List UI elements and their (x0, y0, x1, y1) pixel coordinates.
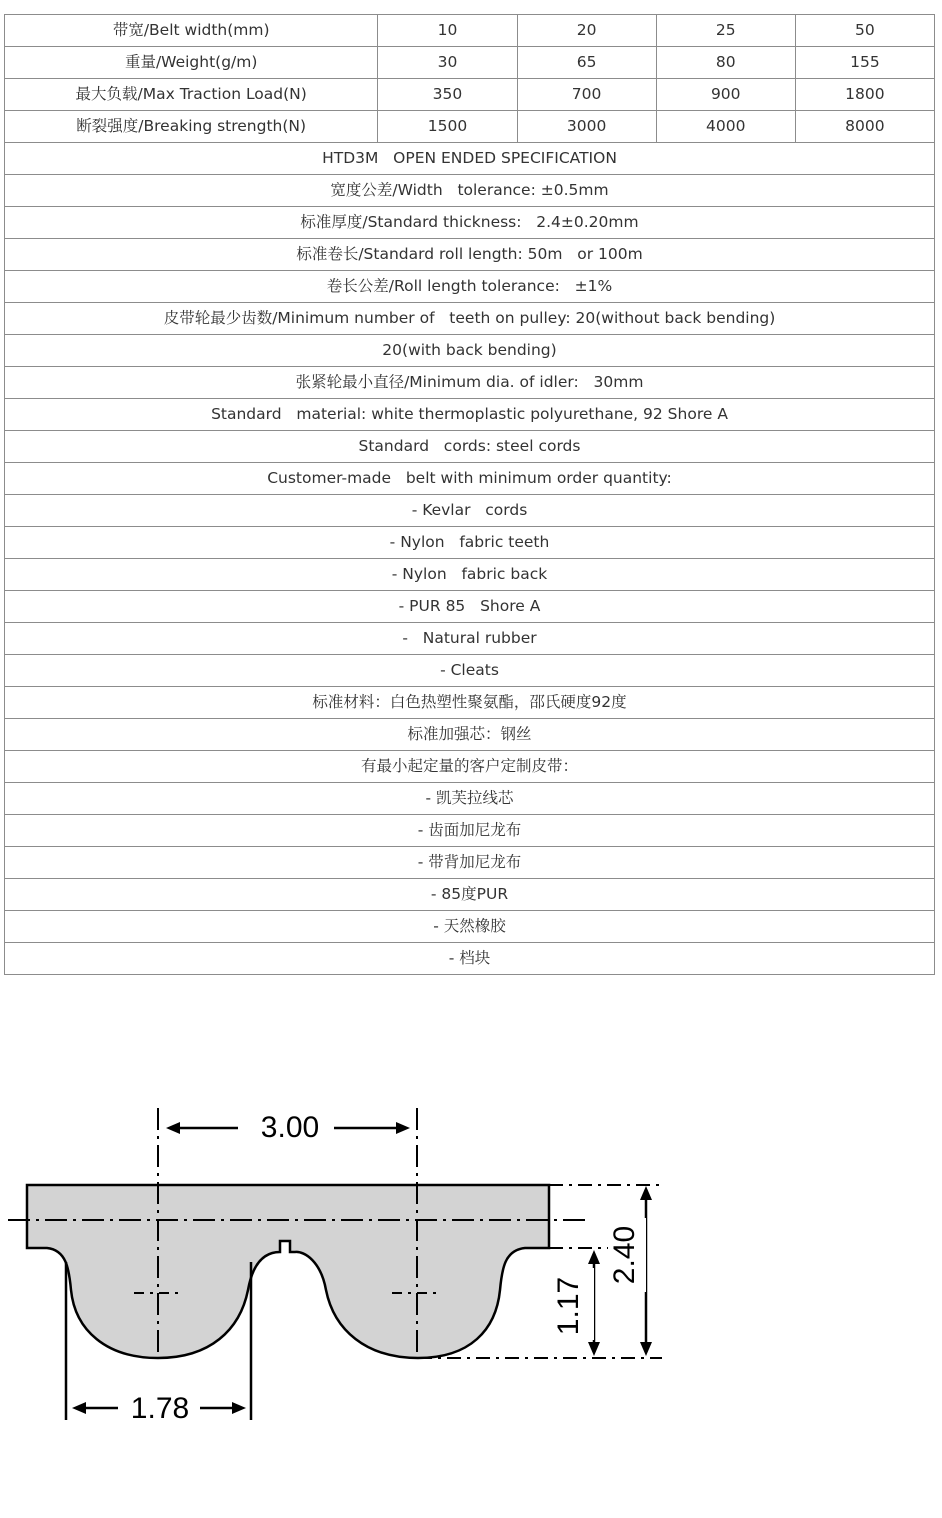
note-row (5, 815, 935, 847)
note-row (5, 559, 935, 591)
note-text: Standard material: white thermoplastic polyurethane, 92 Shore A (5, 399, 935, 431)
spec-row-value: 25 (656, 15, 795, 47)
note-text: 标准厚度/Standard thickness: 2.4±0.20mm (5, 207, 935, 239)
spec-table-body (5, 15, 935, 975)
tooth-height-arrowhead-top (588, 1250, 600, 1264)
total-height-label: 2.40 (608, 1225, 641, 1285)
note-text: 标准卷长/Standard roll length: 50m or 100m (5, 239, 935, 271)
note-row (5, 175, 935, 207)
note-row (5, 271, 935, 303)
total-height-arrowhead-bottom (640, 1342, 652, 1356)
note-text: 宽度公差/Width tolerance: ±0.5mm (5, 175, 935, 207)
note-row (5, 911, 935, 943)
note-row (5, 879, 935, 911)
note-row (5, 239, 935, 271)
note-text: HTD3M OPEN ENDED SPECIFICATION (5, 143, 935, 175)
note-text: - 档块 (5, 943, 935, 975)
spec-row-label: 最大负载/Max Traction Load(N) (5, 79, 378, 111)
spec-row (5, 79, 935, 111)
spec-row-value: 1800 (795, 79, 934, 111)
spec-row-value: 155 (795, 47, 934, 79)
note-row (5, 719, 935, 751)
total-height-arrowhead-top (640, 1186, 652, 1200)
note-text: - 天然橡胶 (5, 911, 935, 943)
note-row (5, 623, 935, 655)
note-text: 20(with back bending) (5, 335, 935, 367)
spec-row-value: 20 (517, 15, 656, 47)
tooth-width-arrowhead-left (72, 1402, 86, 1414)
tooth-height-label: 1.17 (552, 1276, 585, 1336)
spec-row-value: 900 (656, 79, 795, 111)
note-row (5, 591, 935, 623)
note-text: 标准加强芯：钢丝 (5, 719, 935, 751)
spec-row-value: 3000 (517, 111, 656, 143)
tooth-width-label: 1.78 (130, 1392, 190, 1425)
note-row (5, 143, 935, 175)
spec-row-value: 700 (517, 79, 656, 111)
spec-row-value: 1500 (378, 111, 517, 143)
spec-table (4, 14, 935, 975)
spec-row (5, 15, 935, 47)
note-text: 卷长公差/Roll length tolerance: ±1% (5, 271, 935, 303)
note-row (5, 431, 935, 463)
belt-profile (27, 1185, 549, 1358)
pitch-label: 3.00 (260, 1111, 320, 1144)
note-row (5, 335, 935, 367)
note-row (5, 783, 935, 815)
spec-row-label: 带宽/Belt width(mm) (5, 15, 378, 47)
note-text: 张紧轮最小直径/Minimum dia. of idler: 30mm (5, 367, 935, 399)
note-text: - Natural rubber (5, 623, 935, 655)
note-text: 有最小起定量的客户定制皮带： (5, 751, 935, 783)
spec-row-value: 350 (378, 79, 517, 111)
note-row (5, 527, 935, 559)
note-text: - 85度PUR (5, 879, 935, 911)
spec-row-label: 重量/Weight(g/m) (5, 47, 378, 79)
note-row (5, 687, 935, 719)
note-text: Standard cords: steel cords (5, 431, 935, 463)
spec-row-value: 8000 (795, 111, 934, 143)
spec-row (5, 111, 935, 143)
tooth-width-arrowhead-right (232, 1402, 246, 1414)
note-text: - PUR 85 Shore A (5, 591, 935, 623)
note-text: - Kevlar cords (5, 495, 935, 527)
note-text: - 凯芙拉线芯 (5, 783, 935, 815)
note-text: - 齿面加尼龙布 (5, 815, 935, 847)
note-row (5, 655, 935, 687)
note-text: - 带背加尼龙布 (5, 847, 935, 879)
note-row (5, 495, 935, 527)
note-row (5, 303, 935, 335)
note-row (5, 943, 935, 975)
note-row (5, 207, 935, 239)
spec-row-label: 断裂强度/Breaking strength(N) (5, 111, 378, 143)
note-text: - Cleats (5, 655, 935, 687)
note-row (5, 367, 935, 399)
spec-row-value: 4000 (656, 111, 795, 143)
note-row (5, 847, 935, 879)
note-text: - Nylon fabric back (5, 559, 935, 591)
spec-row-value: 50 (795, 15, 934, 47)
note-text: 标准材料：白色热塑性聚氨酯，邵氏硬度92度 (5, 687, 935, 719)
pitch-arrowhead-right (396, 1122, 410, 1134)
spec-row (5, 47, 935, 79)
spec-row-value: 65 (517, 47, 656, 79)
tooth-height-arrowhead-bottom (588, 1342, 600, 1356)
note-text: - Nylon fabric teeth (5, 527, 935, 559)
note-row (5, 463, 935, 495)
note-row (5, 399, 935, 431)
tooth-profile-diagram (0, 1090, 700, 1430)
note-text: Customer-made belt with minimum order quantity: (5, 463, 935, 495)
note-row (5, 751, 935, 783)
note-text: 皮带轮最少齿数/Minimum number of teeth on pulley: 20(without back bending) (5, 303, 935, 335)
spec-row-value: 30 (378, 47, 517, 79)
spec-row-value: 80 (656, 47, 795, 79)
spec-row-value: 10 (378, 15, 517, 47)
pitch-arrowhead-left (166, 1122, 180, 1134)
